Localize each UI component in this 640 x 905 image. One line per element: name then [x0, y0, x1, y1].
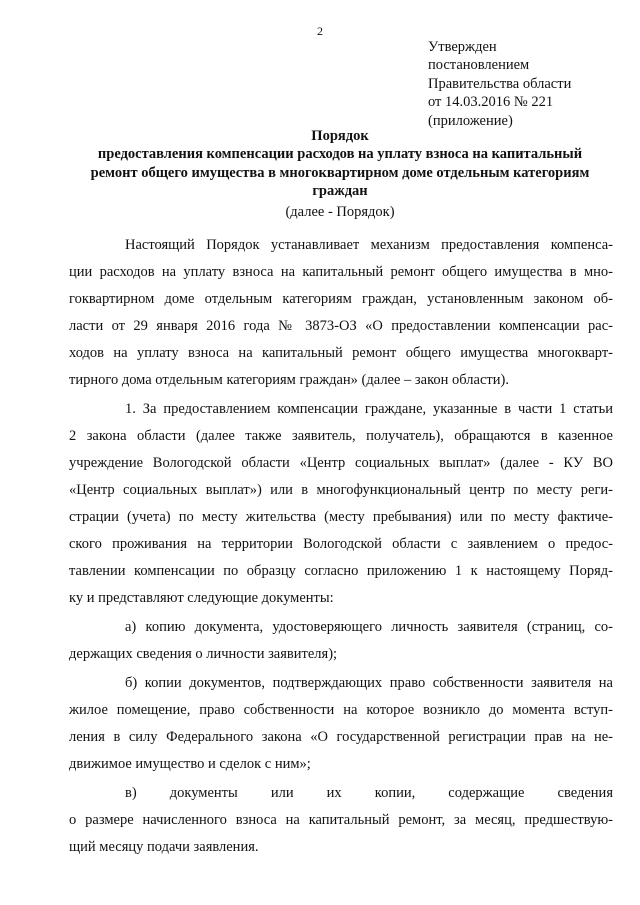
approval-line: (приложение): [428, 112, 513, 129]
document-title-block: [70, 128, 610, 221]
body-line: ку и представляют следующие документы:: [69, 590, 334, 606]
body-line: держащих сведения о личности заявителя);: [69, 646, 338, 662]
body-line: ласти от 29 января 2016 года № 3873-ОЗ «О предоставлении компенсации рас-: [69, 318, 613, 334]
page-number: 2: [317, 24, 323, 38]
body-line: ления в силу Федерального закона «О государственной регистрации прав на не-: [69, 729, 613, 745]
document-subtitle-line: предоставления компенсации расходов на уплату взноса на капитальный: [97, 146, 583, 162]
body-line: о размере начисленного взноса на капитальный ремонт, за месяц, предшествую-: [69, 812, 613, 828]
body-line: страции (учета) по месту жительства (месту пребывания) или по месту фактиче-: [69, 509, 613, 525]
approval-line: Правительства области: [428, 75, 572, 92]
body-line: ции расходов на уплату взноса на капитальный ремонт общего имущества в мно-: [69, 264, 613, 280]
document-subtitle-line: граждан: [312, 183, 368, 199]
document-title-note: (далее - Порядок): [285, 203, 395, 220]
body-line: 2 закона области (далее также заявитель, получатель), обращаются в казенное: [69, 428, 613, 444]
body-line: гоквартирном доме отдельным категориям граждан, установленным законом об-: [69, 291, 613, 307]
document-subtitle-line: ремонт общего имущества в многоквартирном доме отдельным категориям: [90, 164, 590, 181]
body-line: ского проживания на территории Вологодской области с заявлением о предос-: [69, 536, 613, 552]
body-line: тавлении компенсации по образцу согласно приложению 1 к настоящему Поряд-: [69, 563, 613, 579]
body-line: б) копии документов, подтверждающих право собственности заявителя на: [125, 675, 613, 691]
approval-line: постановлением: [428, 57, 530, 74]
approval-line: Утвержден: [428, 39, 497, 55]
body-line: 1. За предоставлением компенсации граждане, указанные в части 1 статьи: [125, 401, 613, 417]
body-line: учреждение Вологодской области «Центр социальных выплат» (далее - КУ ВО: [69, 455, 613, 471]
body-line: движимое имущество и сделок с ним»;: [69, 756, 311, 772]
approval-stamp: [428, 38, 628, 130]
approval-line: от 14.03.2016 № 221: [428, 94, 554, 111]
body-line: щий месяцу подачи заявления.: [69, 839, 259, 855]
body-line: тирного дома отдельным категориям граждан» (далее – закон области).: [69, 372, 509, 388]
document-title: Порядок: [311, 128, 369, 144]
body-line: Настоящий Порядок устанавливает механизм предоставления компенса-: [125, 237, 613, 253]
body-line: «Центр социальных выплат») или в многофункциональный центр по месту реги-: [69, 482, 613, 498]
body-line: в) документы или их копии, содержащие сведения: [125, 785, 613, 801]
body-line: ходов на уплату взноса на капитальный ремонт общего имущества многокварт-: [69, 345, 613, 361]
body-line: а) копию документа, удостоверяющего личность заявителя (страниц, со-: [125, 619, 613, 635]
body-line: жилое помещение, право собственности на которое возникло до момента вступ-: [69, 702, 613, 718]
